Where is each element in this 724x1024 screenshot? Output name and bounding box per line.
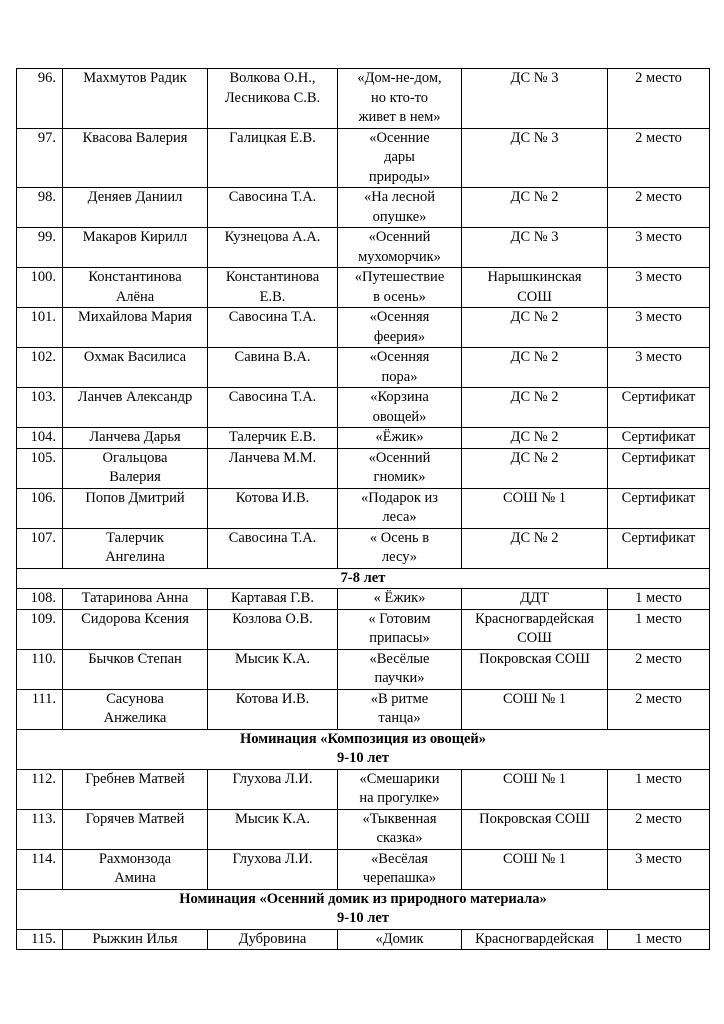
- results-table: [16, 68, 710, 950]
- work-title-line: «Осенняя: [369, 349, 430, 365]
- work-title-line: сказка»: [376, 830, 423, 846]
- work-title-line: «Весёлая: [371, 850, 428, 867]
- organization: [462, 769, 608, 809]
- result: Сертификат: [608, 448, 710, 488]
- work-title-line: леса»: [382, 509, 417, 525]
- teacher-name: [208, 188, 338, 228]
- teacher-name-line: Волкова О.Н.,: [229, 70, 316, 86]
- participant-name-line: Константинова: [88, 269, 182, 285]
- result: Сертификат: [608, 388, 710, 428]
- row-number: 105.: [17, 448, 63, 488]
- organization-line: Красногвардейская: [475, 930, 594, 947]
- organization: [462, 809, 608, 849]
- work-title-line: черепашка»: [362, 870, 437, 886]
- table-section-d: [17, 929, 710, 950]
- result: 1 место: [608, 769, 710, 809]
- work-title-line: на прогулке»: [359, 790, 440, 806]
- result: 3 место: [608, 308, 710, 348]
- organization: [462, 589, 608, 610]
- organization: [462, 689, 608, 729]
- organization: [462, 388, 608, 428]
- teacher-name: [208, 268, 338, 308]
- organization-line: Покровская СОШ: [479, 810, 590, 827]
- table-row: [17, 609, 710, 649]
- table-row: [17, 448, 710, 488]
- participant-name: [63, 589, 208, 610]
- participant-name: [63, 128, 208, 188]
- work-title-line: «Смешарики: [359, 770, 440, 787]
- participant-name: [63, 649, 208, 689]
- organization-line: СОШ № 1: [502, 850, 567, 867]
- result: 2 место: [608, 69, 710, 129]
- participant-name-line: Амина: [114, 870, 156, 886]
- organization: [462, 929, 608, 950]
- teacher-name-line: Ланчева М.М.: [228, 449, 317, 466]
- organization-line: ДС № 2: [510, 309, 559, 325]
- teacher-name: [208, 689, 338, 729]
- row-number: 113.: [17, 809, 63, 849]
- work-title: [338, 69, 462, 129]
- table-row: [17, 769, 710, 809]
- work-title-line: «Осенний: [368, 229, 431, 245]
- participant-name-line: Сасунова: [106, 690, 164, 707]
- table-section-c: [17, 769, 710, 889]
- work-title-line: «Корзина: [370, 389, 429, 405]
- organization: [462, 609, 608, 649]
- organization-line: ДС № 2: [510, 389, 559, 405]
- result: 2 место: [608, 689, 710, 729]
- work-title-line: «Домик: [375, 930, 424, 947]
- teacher-name: [208, 649, 338, 689]
- work-title-line: «Путешествие: [354, 269, 445, 285]
- teacher-name: [208, 69, 338, 129]
- nomination-heading: [17, 729, 710, 769]
- age-group-7-8: [17, 568, 710, 589]
- work-title: [338, 488, 462, 528]
- organization-line: ДС № 3: [510, 70, 559, 86]
- organization-line: СОШ: [517, 288, 552, 305]
- row-number: 102.: [17, 348, 63, 388]
- teacher-name-line: Дубровина: [238, 930, 307, 947]
- participant-name-line: Ланчев Александр: [77, 389, 193, 405]
- work-title: [338, 188, 462, 228]
- result: 2 место: [608, 649, 710, 689]
- participant-name: [63, 488, 208, 528]
- teacher-name: [208, 228, 338, 268]
- work-title: [338, 609, 462, 649]
- teacher-name: [208, 809, 338, 849]
- age-heading: 9-10 лет: [337, 750, 389, 766]
- table-row: [17, 228, 710, 268]
- row-number: 106.: [17, 488, 63, 528]
- participant-name: [63, 308, 208, 348]
- row-number: 109.: [17, 609, 63, 649]
- participant-name-line: Квасова Валерия: [82, 129, 188, 146]
- result: 3 место: [608, 849, 710, 889]
- participant-name: [63, 348, 208, 388]
- organization-line: Покровская СОШ: [479, 650, 590, 667]
- participant-name-line: Валерия: [109, 469, 161, 485]
- organization: [462, 849, 608, 889]
- work-title: [338, 128, 462, 188]
- teacher-name: [208, 589, 338, 610]
- participant-name-line: Горячев Матвей: [85, 810, 185, 827]
- teacher-name-line: Мысик К.А.: [235, 650, 310, 667]
- work-title-line: феерия»: [373, 328, 426, 345]
- work-title: [338, 268, 462, 308]
- row-number: 97.: [17, 128, 63, 188]
- work-title: [338, 929, 462, 950]
- work-title-line: опушке»: [372, 208, 427, 225]
- participant-name-line: Сидорова Ксения: [81, 610, 189, 627]
- teacher-name-line: Мысик К.А.: [235, 810, 310, 827]
- table-row: [17, 689, 710, 729]
- work-title-line: «Весёлые: [369, 650, 430, 667]
- participant-name: [63, 448, 208, 488]
- participant-name: [63, 388, 208, 428]
- work-title: [338, 649, 462, 689]
- table-row: [17, 809, 710, 849]
- organization-line: СОШ: [517, 630, 552, 646]
- organization-line: Нарышкинская: [487, 269, 582, 285]
- work-title-line: гномик»: [373, 469, 426, 485]
- table-row: [17, 308, 710, 348]
- teacher-name: [208, 849, 338, 889]
- organization: [462, 308, 608, 348]
- teacher-name: [208, 929, 338, 950]
- nomination-house: [17, 889, 710, 929]
- teacher-name: [208, 348, 338, 388]
- work-title: [338, 528, 462, 568]
- work-title: [338, 769, 462, 809]
- organization: [462, 228, 608, 268]
- work-title-line: природы»: [368, 168, 431, 185]
- participant-name: [63, 69, 208, 129]
- result: Сертификат: [608, 488, 710, 528]
- participant-name-line: Анжелика: [103, 710, 167, 726]
- work-title-line: живет в нем»: [358, 109, 441, 125]
- row-number: 111.: [17, 689, 63, 729]
- table-row: [17, 929, 710, 950]
- participant-name-line: Рыжкин Илья: [92, 930, 178, 947]
- work-title-line: пора»: [381, 368, 418, 385]
- teacher-name-line: Константинова: [225, 269, 320, 285]
- participant-name: [63, 929, 208, 950]
- teacher-name-line: Талерчик Е.В.: [228, 429, 317, 445]
- table-row: [17, 589, 710, 610]
- work-title-line: «В ритме: [370, 690, 429, 707]
- work-title-line: но кто-то: [370, 89, 429, 106]
- row-number: 103.: [17, 388, 63, 428]
- organization-line: СОШ № 1: [502, 489, 567, 506]
- age-heading: 7-8 лет: [17, 568, 710, 589]
- organization-line: ДС № 3: [510, 229, 559, 245]
- organization: [462, 69, 608, 129]
- table-section-a: [17, 69, 710, 569]
- teacher-name-line: Савосина Т.А.: [228, 309, 317, 325]
- table-row: [17, 388, 710, 428]
- table-row: [17, 348, 710, 388]
- teacher-name-line: Савина В.А.: [234, 349, 311, 365]
- row-number: 107.: [17, 528, 63, 568]
- nomination-heading: [17, 889, 710, 929]
- teacher-name: [208, 448, 338, 488]
- work-title: [338, 348, 462, 388]
- result: 3 место: [608, 268, 710, 308]
- participant-name: [63, 769, 208, 809]
- table-row: [17, 649, 710, 689]
- work-title-line: « Осень в: [369, 529, 430, 546]
- work-title: [338, 589, 462, 610]
- work-title: [338, 388, 462, 428]
- organization: [462, 448, 608, 488]
- organization: [462, 428, 608, 449]
- nomination-title: Номинация «Композиция из овощей»: [239, 730, 487, 747]
- work-title-line: «Осенняя: [369, 309, 430, 325]
- result: 2 место: [608, 188, 710, 228]
- work-title-line: «На лесной: [363, 189, 436, 205]
- teacher-name: [208, 488, 338, 528]
- work-title-line: «Осенние: [369, 129, 430, 146]
- row-number: 101.: [17, 308, 63, 348]
- work-title: [338, 809, 462, 849]
- nomination-title: Номинация «Осенний домик из природного материала»: [179, 890, 547, 907]
- participant-name: [63, 609, 208, 649]
- work-title: [338, 849, 462, 889]
- teacher-name: [208, 609, 338, 649]
- organization-line: ДС № 2: [510, 349, 559, 365]
- result: 3 место: [608, 348, 710, 388]
- teacher-name-line: Савосина Т.А.: [228, 389, 317, 405]
- participant-name: [63, 809, 208, 849]
- teacher-name-line: Кузнецова А.А.: [224, 229, 321, 245]
- table-row: [17, 488, 710, 528]
- teacher-name-line: Савосина Т.А.: [228, 189, 317, 205]
- organization: [462, 348, 608, 388]
- organization-line: Красногвардейская: [475, 610, 594, 627]
- participant-name-line: Макаров Кирилл: [82, 229, 188, 245]
- work-title-line: припасы»: [369, 630, 430, 646]
- work-title-line: « Готовим: [368, 610, 431, 627]
- work-title-line: лесу»: [381, 549, 418, 565]
- work-title: [338, 228, 462, 268]
- participant-name: [63, 228, 208, 268]
- result: Сертификат: [608, 428, 710, 449]
- row-number: 98.: [17, 188, 63, 228]
- organization-line: ДС № 2: [510, 429, 559, 445]
- work-title-line: «Осенний: [368, 449, 431, 466]
- participant-name-line: Талерчик: [106, 529, 164, 546]
- organization-line: СОШ № 1: [502, 690, 567, 707]
- nomination-vegetables: [17, 729, 710, 769]
- teacher-name-line: Лесникова С.В.: [224, 89, 321, 106]
- result: Сертификат: [608, 528, 710, 568]
- work-title-line: мухоморчик»: [358, 248, 441, 265]
- table-section-b: [17, 589, 710, 730]
- participant-name-line: Ланчева Дарья: [89, 429, 181, 445]
- participant-name-line: Деняев Даниил: [87, 189, 183, 205]
- organization: [462, 188, 608, 228]
- teacher-name-line: Котова И.В.: [235, 489, 310, 506]
- work-title-line: «Ёжик»: [375, 429, 424, 445]
- organization: [462, 528, 608, 568]
- organization: [462, 488, 608, 528]
- age-heading: 9-10 лет: [337, 910, 389, 926]
- result: 2 место: [608, 128, 710, 188]
- organization-line: ДС № 2: [510, 449, 559, 466]
- teacher-name: [208, 528, 338, 568]
- teacher-name: [208, 769, 338, 809]
- table-row: [17, 268, 710, 308]
- teacher-name-line: Е.В.: [259, 288, 286, 305]
- work-title: [338, 308, 462, 348]
- participant-name-line: Охмак Василиса: [83, 349, 187, 365]
- row-number: 99.: [17, 228, 63, 268]
- result: 3 место: [608, 228, 710, 268]
- work-title-line: «Подарок из: [360, 489, 439, 506]
- organization: [462, 128, 608, 188]
- teacher-name: [208, 128, 338, 188]
- work-title: [338, 428, 462, 449]
- teacher-name-line: Глухова Л.И.: [232, 770, 313, 787]
- participant-name: [63, 188, 208, 228]
- teacher-name-line: Савосина Т.А.: [228, 529, 317, 546]
- participant-name-line: Бычков Степан: [88, 650, 182, 667]
- organization: [462, 649, 608, 689]
- participant-name-line: Алёна: [115, 288, 155, 305]
- teacher-name: [208, 388, 338, 428]
- work-title-line: «Дом-не-дом,: [357, 70, 442, 86]
- participant-name: [63, 689, 208, 729]
- participant-name-line: Попов Дмитрий: [85, 489, 185, 506]
- participant-name: [63, 849, 208, 889]
- work-title-line: «Тыквенная: [362, 810, 437, 827]
- participant-name-line: Михайлова Мария: [77, 309, 193, 325]
- teacher-name-line: Галицкая Е.В.: [229, 129, 316, 146]
- row-number: 112.: [17, 769, 63, 809]
- row-number: 114.: [17, 849, 63, 889]
- result: 1 место: [608, 929, 710, 950]
- row-number: 110.: [17, 649, 63, 689]
- teacher-name-line: Котова И.В.: [235, 690, 310, 707]
- row-number: 96.: [17, 69, 63, 129]
- work-title-line: дары: [384, 149, 415, 165]
- teacher-name-line: Глухова Л.И.: [232, 850, 313, 867]
- participant-name: [63, 428, 208, 449]
- work-title: [338, 448, 462, 488]
- row-number: 104.: [17, 428, 63, 449]
- table-row: [17, 528, 710, 568]
- organization-line: ДС № 2: [510, 529, 559, 546]
- table-row: [17, 188, 710, 228]
- organization-line: СОШ № 1: [502, 770, 567, 787]
- table-row: [17, 128, 710, 188]
- work-title: [338, 689, 462, 729]
- organization-line: ДС № 2: [510, 189, 559, 205]
- participant-name-line: Рахмонзода: [98, 850, 172, 867]
- teacher-name: [208, 308, 338, 348]
- result: 2 место: [608, 809, 710, 849]
- work-title-line: паучки»: [374, 670, 425, 686]
- result: 1 место: [608, 609, 710, 649]
- work-title-line: овощей»: [372, 408, 427, 425]
- row-number: 100.: [17, 268, 63, 308]
- participant-name: [63, 268, 208, 308]
- work-title-line: « Ёжик»: [373, 590, 426, 606]
- work-title-line: танца»: [378, 710, 421, 726]
- teacher-name: [208, 428, 338, 449]
- participant-name: [63, 528, 208, 568]
- table-row: [17, 69, 710, 129]
- result: 1 место: [608, 589, 710, 610]
- table-row: [17, 849, 710, 889]
- organization-line: ДС № 3: [510, 129, 559, 146]
- row-number: 108.: [17, 589, 63, 610]
- row-number: 115.: [17, 929, 63, 950]
- table-row: [17, 428, 710, 449]
- participant-name-line: Огальцова: [102, 449, 168, 466]
- organization: [462, 268, 608, 308]
- participant-name-line: Татаринова Анна: [81, 590, 189, 606]
- participant-name-line: Ангелина: [105, 549, 165, 565]
- participant-name-line: Махмутов Радик: [83, 70, 187, 86]
- teacher-name-line: Картавая Г.В.: [231, 590, 314, 606]
- participant-name-line: Гребнев Матвей: [85, 770, 185, 787]
- teacher-name-line: Козлова О.В.: [232, 610, 313, 627]
- organization-line: ДДТ: [520, 590, 549, 606]
- work-title-line: в осень»: [373, 288, 426, 305]
